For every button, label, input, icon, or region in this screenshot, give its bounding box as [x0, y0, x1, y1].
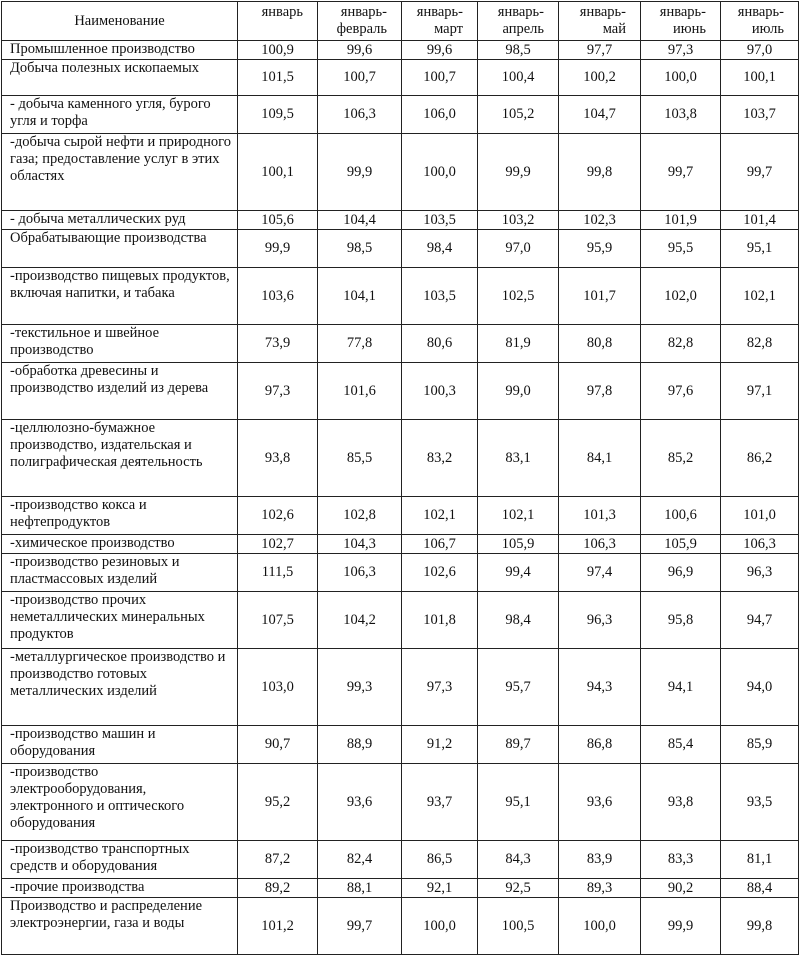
row-name: Добыча полезных ископаемых — [2, 60, 238, 96]
row-value: 80,8 — [559, 325, 641, 363]
header-row — [2, 2, 799, 41]
row-value: 101,5 — [238, 60, 318, 96]
row-value: 97,4 — [559, 554, 641, 592]
row-name: Производство и распределение электроэнергии, газа и воды — [2, 898, 238, 955]
row-value: 99,9 — [641, 898, 721, 955]
header-jan-jun: январь- июнь — [641, 2, 721, 41]
row-value: 80,6 — [402, 325, 478, 363]
table-row — [2, 211, 799, 230]
row-value: 93,6 — [318, 764, 402, 841]
row-value: 85,4 — [641, 726, 721, 764]
row-value: 102,6 — [402, 554, 478, 592]
row-name: -производство прочих неметаллических минеральных продуктов — [2, 592, 238, 649]
table-row — [2, 41, 799, 60]
row-value: 102,5 — [478, 268, 559, 325]
row-value: 82,8 — [641, 325, 721, 363]
row-value: 95,8 — [641, 592, 721, 649]
row-value: 105,9 — [641, 535, 721, 554]
row-name: -добыча сырой нефти и природного газа; предоставление услуг в этих областях — [2, 134, 238, 211]
table-row — [2, 592, 799, 649]
row-value: 88,1 — [318, 879, 402, 898]
row-name: -целлюлозно-бумажное производство, издательская и полиграфическая деятельность — [2, 420, 238, 497]
row-value: 101,4 — [721, 211, 799, 230]
row-value: 99,9 — [478, 134, 559, 211]
row-value: 107,5 — [238, 592, 318, 649]
row-value: 99,7 — [641, 134, 721, 211]
row-value: 97,6 — [641, 363, 721, 420]
row-value: 102,7 — [238, 535, 318, 554]
row-value: 99,6 — [402, 41, 478, 60]
row-value: 100,9 — [238, 41, 318, 60]
row-value: 99,9 — [318, 134, 402, 211]
table-row — [2, 363, 799, 420]
table-row — [2, 497, 799, 535]
table-row — [2, 726, 799, 764]
row-value: 93,5 — [721, 764, 799, 841]
row-value: 96,3 — [721, 554, 799, 592]
row-value: 101,8 — [402, 592, 478, 649]
row-value: 100,6 — [641, 497, 721, 535]
row-value: 105,6 — [238, 211, 318, 230]
row-name: -производство пищевых продуктов, включая напитки, и табака — [2, 268, 238, 325]
row-value: 84,1 — [559, 420, 641, 497]
row-value: 93,8 — [641, 764, 721, 841]
row-value: 81,1 — [721, 841, 799, 879]
row-value: 102,1 — [721, 268, 799, 325]
row-value: 85,9 — [721, 726, 799, 764]
row-value: 106,0 — [402, 96, 478, 134]
row-value: 99,3 — [318, 649, 402, 726]
row-value: 90,2 — [641, 879, 721, 898]
row-value: 106,3 — [721, 535, 799, 554]
row-name: -производство машин и оборудования — [2, 726, 238, 764]
table-row — [2, 841, 799, 879]
row-value: 103,8 — [641, 96, 721, 134]
row-value: 97,7 — [559, 41, 641, 60]
row-value: 100,0 — [402, 134, 478, 211]
row-value: 104,1 — [318, 268, 402, 325]
row-value: 89,2 — [238, 879, 318, 898]
row-value: 93,6 — [559, 764, 641, 841]
header-jan-apr: январь- апрель — [478, 2, 559, 41]
table-row — [2, 554, 799, 592]
row-value: 100,7 — [318, 60, 402, 96]
row-value: 98,4 — [478, 592, 559, 649]
row-value: 102,8 — [318, 497, 402, 535]
row-value: 84,3 — [478, 841, 559, 879]
row-value: 94,1 — [641, 649, 721, 726]
row-value: 83,1 — [478, 420, 559, 497]
header-jan-jul: январь- июль — [721, 2, 799, 41]
row-value: 85,5 — [318, 420, 402, 497]
row-value: 102,3 — [559, 211, 641, 230]
row-value: 106,7 — [402, 535, 478, 554]
row-value: 100,5 — [478, 898, 559, 955]
row-name: -текстильное и швейное производство — [2, 325, 238, 363]
row-value: 102,1 — [402, 497, 478, 535]
row-value: 97,1 — [721, 363, 799, 420]
header-jan-feb: январь- февраль — [318, 2, 402, 41]
row-value: 100,0 — [641, 60, 721, 96]
row-value: 101,2 — [238, 898, 318, 955]
row-value: 86,5 — [402, 841, 478, 879]
row-value: 93,8 — [238, 420, 318, 497]
row-name: -производство транспортных средств и оборудования — [2, 841, 238, 879]
row-value: 102,1 — [478, 497, 559, 535]
row-value: 99,9 — [238, 230, 318, 268]
row-value: 99,4 — [478, 554, 559, 592]
row-value: 105,2 — [478, 96, 559, 134]
row-value: 85,2 — [641, 420, 721, 497]
row-value: 90,7 — [238, 726, 318, 764]
row-value: 95,2 — [238, 764, 318, 841]
row-value: 82,4 — [318, 841, 402, 879]
row-value: 89,3 — [559, 879, 641, 898]
row-value: 97,3 — [641, 41, 721, 60]
header-name: Наименование — [2, 2, 238, 41]
row-name: Промышленное производство — [2, 41, 238, 60]
row-value: 94,7 — [721, 592, 799, 649]
row-value: 102,0 — [641, 268, 721, 325]
row-value: 104,2 — [318, 592, 402, 649]
row-value: 96,3 — [559, 592, 641, 649]
row-value: 100,2 — [559, 60, 641, 96]
table-row — [2, 60, 799, 96]
row-value: 96,9 — [641, 554, 721, 592]
row-value: 101,7 — [559, 268, 641, 325]
row-value: 86,8 — [559, 726, 641, 764]
row-name: Обрабатывающие производства — [2, 230, 238, 268]
header-january: январь — [238, 2, 318, 41]
row-value: 77,8 — [318, 325, 402, 363]
row-value: 105,9 — [478, 535, 559, 554]
row-name: -металлургическое производство и производство готовых металлических изделий — [2, 649, 238, 726]
row-value: 104,4 — [318, 211, 402, 230]
row-value: 97,0 — [478, 230, 559, 268]
row-value: 97,3 — [238, 363, 318, 420]
row-value: 97,8 — [559, 363, 641, 420]
row-value: 101,9 — [641, 211, 721, 230]
row-value: 83,9 — [559, 841, 641, 879]
header-jan-may: январь- май — [559, 2, 641, 41]
row-name: -химическое производство — [2, 535, 238, 554]
row-name: - добыча каменного угля, бурого угля и торфа — [2, 96, 238, 134]
row-value: 106,3 — [318, 96, 402, 134]
row-value: 97,3 — [402, 649, 478, 726]
row-value: 104,7 — [559, 96, 641, 134]
table-row — [2, 96, 799, 134]
row-value: 100,7 — [402, 60, 478, 96]
row-value: 103,5 — [402, 268, 478, 325]
row-name: - добыча металлических руд — [2, 211, 238, 230]
row-value: 100,0 — [559, 898, 641, 955]
row-value: 98,4 — [402, 230, 478, 268]
row-value: 95,7 — [478, 649, 559, 726]
row-value: 99,0 — [478, 363, 559, 420]
table-row — [2, 325, 799, 363]
row-value: 100,1 — [238, 134, 318, 211]
row-value: 88,4 — [721, 879, 799, 898]
row-value: 82,8 — [721, 325, 799, 363]
table-row — [2, 649, 799, 726]
row-value: 100,4 — [478, 60, 559, 96]
row-value: 99,6 — [318, 41, 402, 60]
row-name: -прочие производства — [2, 879, 238, 898]
row-value: 98,5 — [318, 230, 402, 268]
table-row — [2, 898, 799, 955]
table-row — [2, 420, 799, 497]
row-value: 95,1 — [721, 230, 799, 268]
row-value: 83,3 — [641, 841, 721, 879]
row-value: 101,0 — [721, 497, 799, 535]
row-value: 99,7 — [721, 134, 799, 211]
row-value: 106,3 — [559, 535, 641, 554]
table-row — [2, 764, 799, 841]
row-value: 100,0 — [402, 898, 478, 955]
table-row — [2, 535, 799, 554]
row-value: 101,6 — [318, 363, 402, 420]
row-value: 93,7 — [402, 764, 478, 841]
row-value: 92,5 — [478, 879, 559, 898]
row-value: 103,2 — [478, 211, 559, 230]
row-value: 103,6 — [238, 268, 318, 325]
row-value: 109,5 — [238, 96, 318, 134]
row-value: 100,3 — [402, 363, 478, 420]
row-value: 98,5 — [478, 41, 559, 60]
row-value: 94,3 — [559, 649, 641, 726]
row-value: 99,7 — [318, 898, 402, 955]
row-value: 83,2 — [402, 420, 478, 497]
row-value: 104,3 — [318, 535, 402, 554]
row-value: 92,1 — [402, 879, 478, 898]
row-value: 99,8 — [721, 898, 799, 955]
row-value: 81,9 — [478, 325, 559, 363]
row-value: 103,5 — [402, 211, 478, 230]
row-value: 87,2 — [238, 841, 318, 879]
table-row — [2, 134, 799, 211]
row-value: 103,7 — [721, 96, 799, 134]
row-value: 89,7 — [478, 726, 559, 764]
row-value: 99,8 — [559, 134, 641, 211]
row-value: 95,5 — [641, 230, 721, 268]
table-row — [2, 268, 799, 325]
row-name: -обработка древесины и производство изделий из дерева — [2, 363, 238, 420]
row-value: 73,9 — [238, 325, 318, 363]
row-name: -производство резиновых и пластмассовых изделий — [2, 554, 238, 592]
row-name: -производство кокса и нефтепродуктов — [2, 497, 238, 535]
row-name: -производство электрооборудования, электронного и оптического оборудования — [2, 764, 238, 841]
industrial-production-table — [1, 1, 799, 955]
row-value: 95,9 — [559, 230, 641, 268]
row-value: 97,0 — [721, 41, 799, 60]
table-row — [2, 230, 799, 268]
row-value: 106,3 — [318, 554, 402, 592]
row-value: 94,0 — [721, 649, 799, 726]
row-value: 101,3 — [559, 497, 641, 535]
row-value: 111,5 — [238, 554, 318, 592]
row-value: 95,1 — [478, 764, 559, 841]
table-row — [2, 879, 799, 898]
row-value: 103,0 — [238, 649, 318, 726]
row-value: 102,6 — [238, 497, 318, 535]
row-value: 88,9 — [318, 726, 402, 764]
header-jan-mar: январь- март — [402, 2, 478, 41]
row-value: 100,1 — [721, 60, 799, 96]
row-value: 86,2 — [721, 420, 799, 497]
row-value: 91,2 — [402, 726, 478, 764]
